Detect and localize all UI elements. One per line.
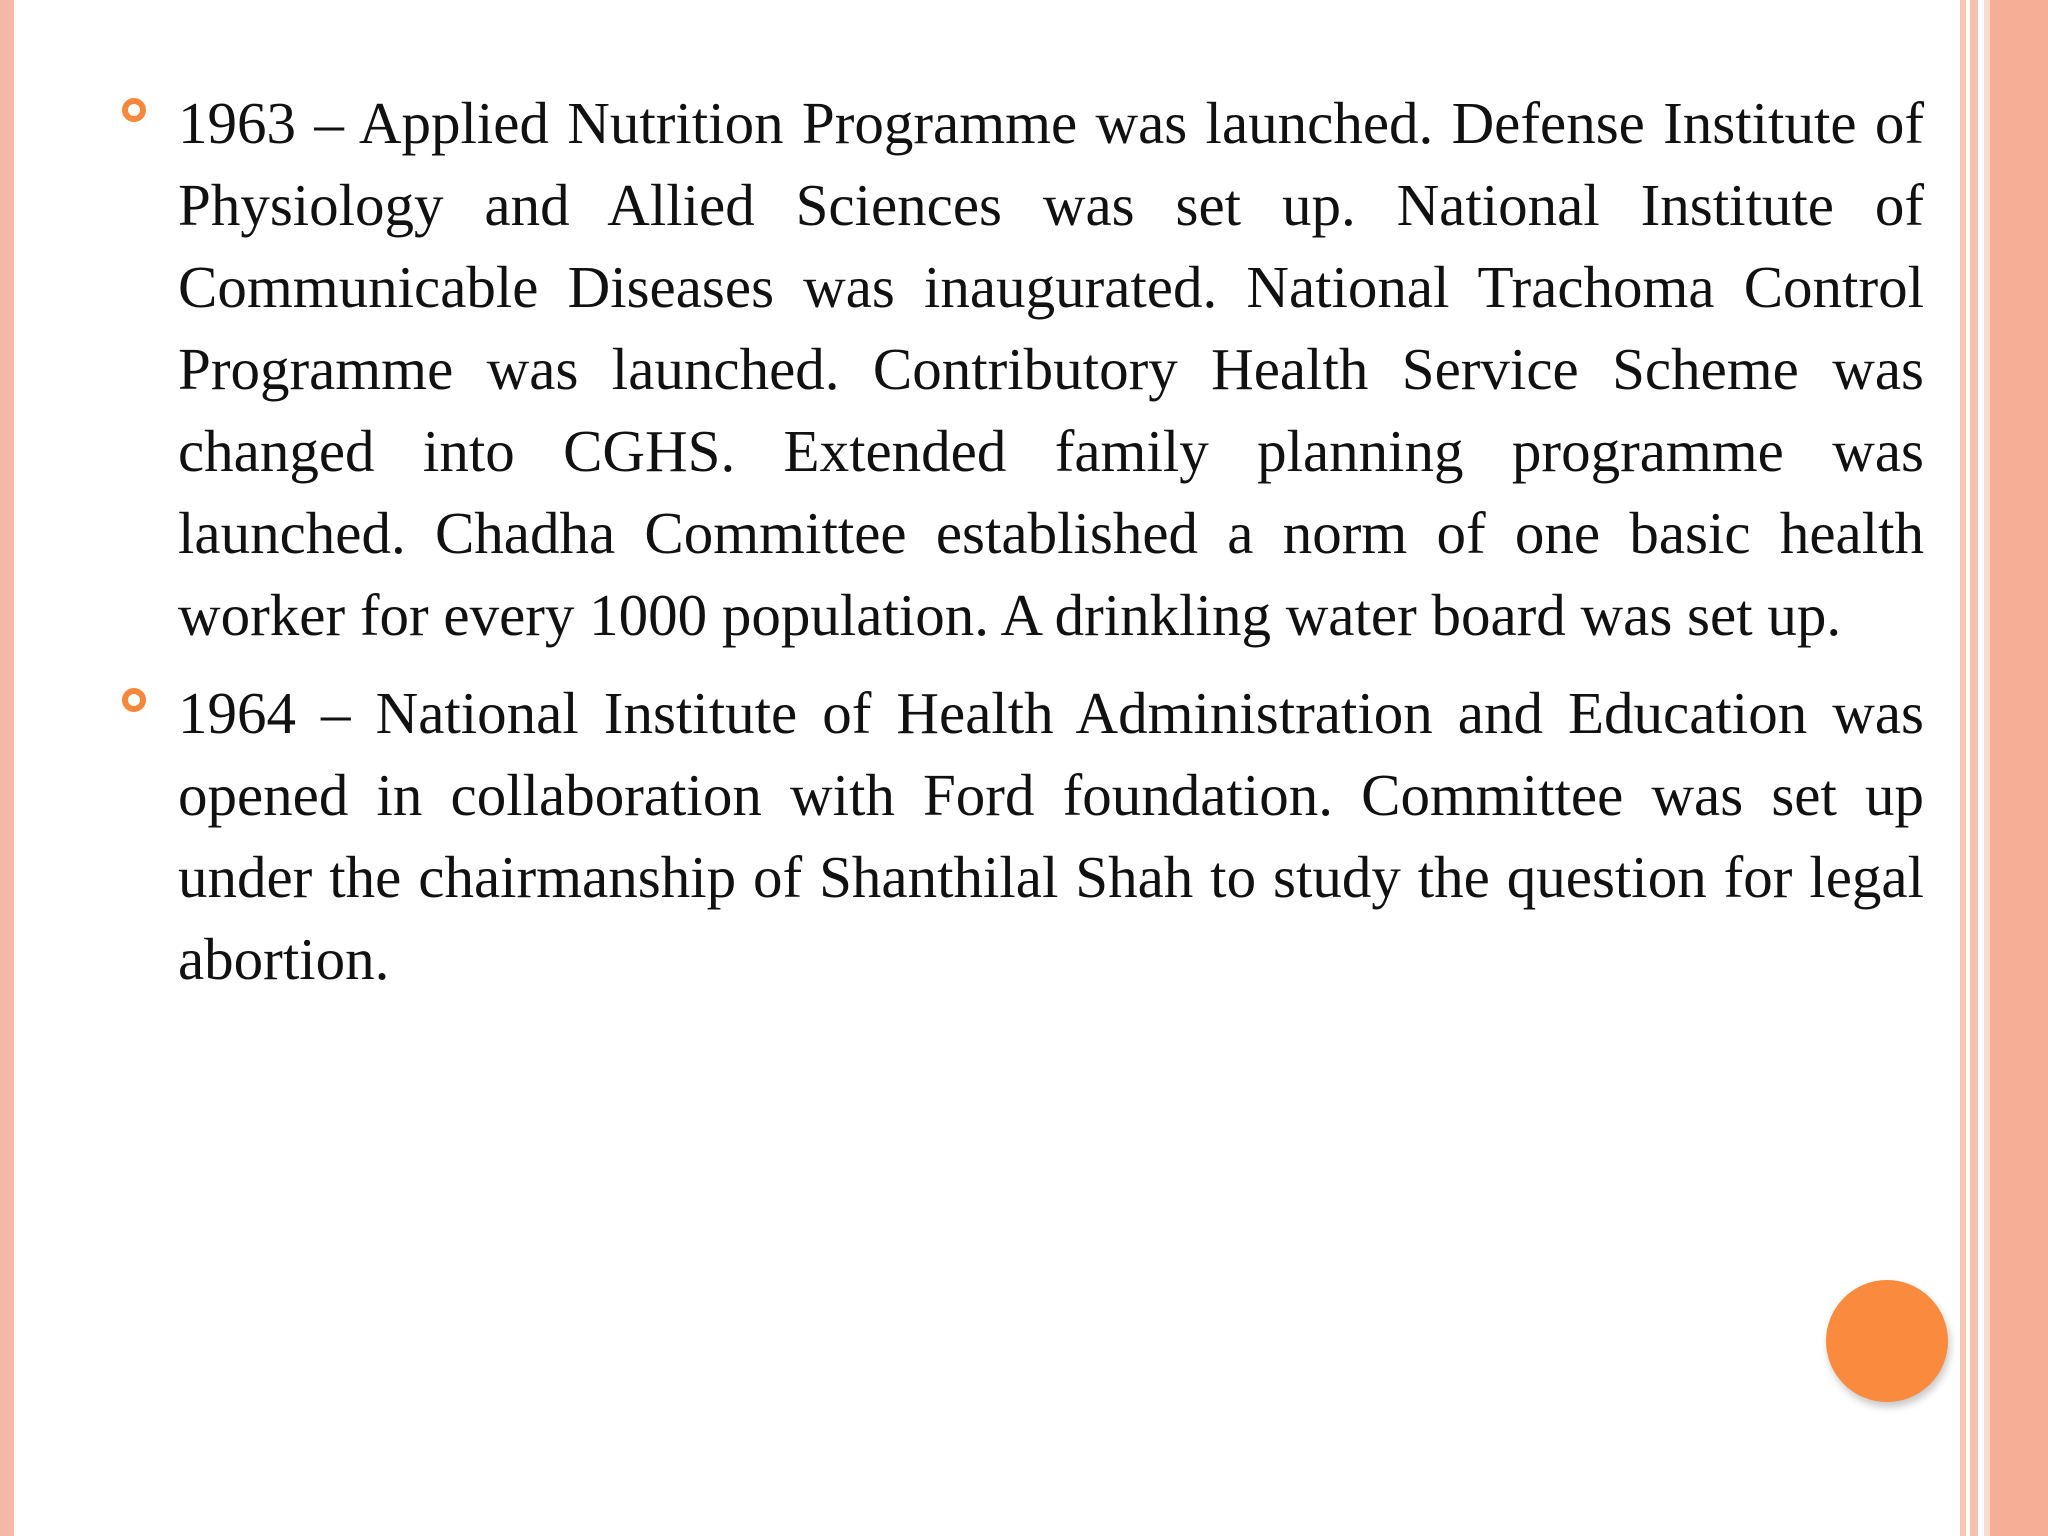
bullet-item-1963 — [114, 82, 1924, 656]
bullet-text-1964: 1964 – National Institute of Health Administration and Education was opened in collaboration with Ford foundation. Committee was set up under the chairmanship of Shanthilal Shah to study the question for legal abortion. — [178, 680, 1924, 992]
circle-bullet-icon — [122, 688, 146, 712]
bullet-text-1963: 1963 – Applied Nutrition Programme was launched. Defense Institute of Physiology and Allied Sciences was set up. National Institute of Communicable Diseases was inaugurated. National Trachoma Control Programme was launched. Contributory Health Service Scheme was changed into CGHS. Extended family planning programme was launched. Chadha Committee established a norm of one basic health worker for every 1000 population. A drinkling water board was set up. — [178, 90, 1924, 648]
circle-bullet-icon — [122, 98, 146, 122]
orange-circle-decoration — [1826, 1280, 1948, 1402]
right-stripe — [1970, 0, 1978, 1536]
left-border-strip — [0, 0, 14, 1536]
bullet-item-1964 — [114, 672, 1924, 1000]
right-stripe-wide — [1990, 0, 2048, 1536]
right-border-stripes — [1960, 0, 2048, 1536]
bullet-list — [114, 82, 1924, 1016]
